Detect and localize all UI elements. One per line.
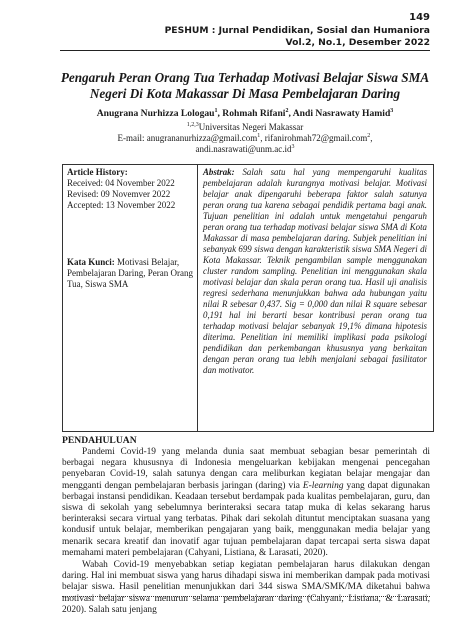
- journal-header: [165, 25, 430, 49]
- abstract-heading: Abstrak:: [203, 167, 235, 177]
- history-heading: Article History:: [67, 167, 128, 177]
- keywords: [67, 257, 195, 290]
- affiliation: $^{1,2,3}$Universitas Negeri Makassar: [186, 122, 304, 132]
- accepted-date: Accepted: 13 November 2022: [67, 200, 176, 210]
- body-text: [62, 447, 430, 617]
- header-rule: [60, 50, 430, 51]
- journal-name: PESHUM : Jurnal Pendidikan, Sosial dan Humaniora: [164, 25, 430, 36]
- abstract: [203, 167, 427, 376]
- footer-rule: [62, 596, 430, 597]
- email-line-1: E-mail: anugrananurhizza@gmail.com$^1$, rifanirohmah72@gmail.com$^2$,: [117, 133, 373, 143]
- author-3: Andi Nasrawaty Hamid: [292, 108, 391, 119]
- article-history: [67, 167, 195, 211]
- info-box-divider: [197, 165, 198, 431]
- keywords-heading: Kata Kunci:: [67, 257, 115, 267]
- page-number: 149: [409, 12, 430, 23]
- author-1: Anugrana Nurhizza Lologau: [96, 108, 215, 119]
- author-emails: [60, 133, 430, 155]
- article-info-box: [62, 164, 434, 432]
- author-line: Anugrana Nurhizza Lologau$^1$, Rohmah Rifani$^2$, Andi Nasrawaty Hamid$^3$: [96, 107, 394, 119]
- email-line-2: $andi.nasrawati@unm.ac.id^3$: [195, 144, 295, 154]
- abstract-text: Salah satu hal yang mempengaruhi kualitas pembelajaran adalah kurangnya motivasi belajar. Motivasi belajar anak dipengaruhi beberapa faktor salah satunya peran orang tua karena sebagai pendidik pertama bagi anak. Tujuan penelitian ini adalah untuk mengetahui pengaruh peran orang tua terhadap motivasi belajar siswa SMA di Kota Makassar di masa pembelajaran daring. Subjek penelitian ini sebanyak 699 siswa dengan karakteristik siswa SMA Negeri di Kota Makassar. Teknik pengambilan sample menggunakan cluster random sampling. Penelitian ini menggunakan skala motivasi belajar dan skala peran orang tua. Hasil uji analisis regresi sederhana menunjukkan bahwa ada hubungan yaitu nilai R sebesar 0,437. Sig = 0,000 dan nilai R square sebesar 0,191 hal ini berarti besar kontribusi peran orang tua terhadap motivasi belajar sebanyak 19,1% dimana hipotesis diterima. Penelitian ini memiliki implikasi pada psikologi pendidikan dan perkembangan khususnya yang berkaitan dengan peran orang tua lebih menjalani sebagai fasilitator dan motivator.: [203, 167, 427, 375]
- keywords-text: Motivasi Belajar, Pembelajaran Daring, Peran Orang Tua, Siswa SMA: [67, 257, 193, 289]
- article-title: Pengaruh Peran Orang Tua Terhadap Motivasi Belajar Siswa SMA Negeri Di Kota Makassar Di Masa Pembelajaran Daring: [60, 70, 430, 101]
- author-2: Rohmah Rifani: [222, 108, 286, 119]
- received-date: Received: 04 November 2022: [67, 178, 175, 188]
- section-heading: PENDAHULUAN: [62, 435, 137, 446]
- journal-volume: Vol.2, No.1, Desember 2022: [285, 37, 430, 48]
- paragraph-1: Pandemi Covid-19 yang melanda dunia saat membuat sebagian besar pemerintah di berbagai negara khususnya di Indonesia mengeluarkan kebijakan mengenai pencegahan penyebaran Covid-19, salah satunya dengan cara meliburkan kegiatan belajar mengajar dan mengganti dengan pembelajaran berbasis jaringan (daring) via E-learning yang dapat digunakan berbagai instansi pendidikan. Keadaan tersebut berdampak pada kualitas pembelajaran, guru, dan siswa di sekolah yang sebelumnya berinteraksi secara tatap muka di kelas sekarang harus berinteraksi secara virtual yang terbatas. Pihak dari sekolah dituntut menciptakan suasana yang kondusif untuk belajar, memberikan pengajaran yang baik, menggunakan media belajar yang menarik secara kreatif dan inovatif agar tujuan pembelajaran dapat tercapai serta siswa dapat memahami materi pembelajaran (Cahyani, Listiana, & Larasati, 2020).: [62, 447, 430, 558]
- paragraph-2: Wabah Covid-19 menyebabkan setiap kegiatan pembelajaran harus dilakukan dengan daring. Hal ini membuat siswa yang harus dihadapi siswa ini memberikan dampak pada motivasi belajar siswa. Hasil penelitian menunjukkan dari 344 siswa SMA/SMK/MA diketahui bahwa motivasi belajar siswa menurun selama pembelajaran daring (Cahyani, Listiana, & Larasati, 2020). Salah satu jenjang: [62, 560, 430, 615]
- revised-date: Revised: 09 Novemver 2022: [67, 189, 171, 199]
